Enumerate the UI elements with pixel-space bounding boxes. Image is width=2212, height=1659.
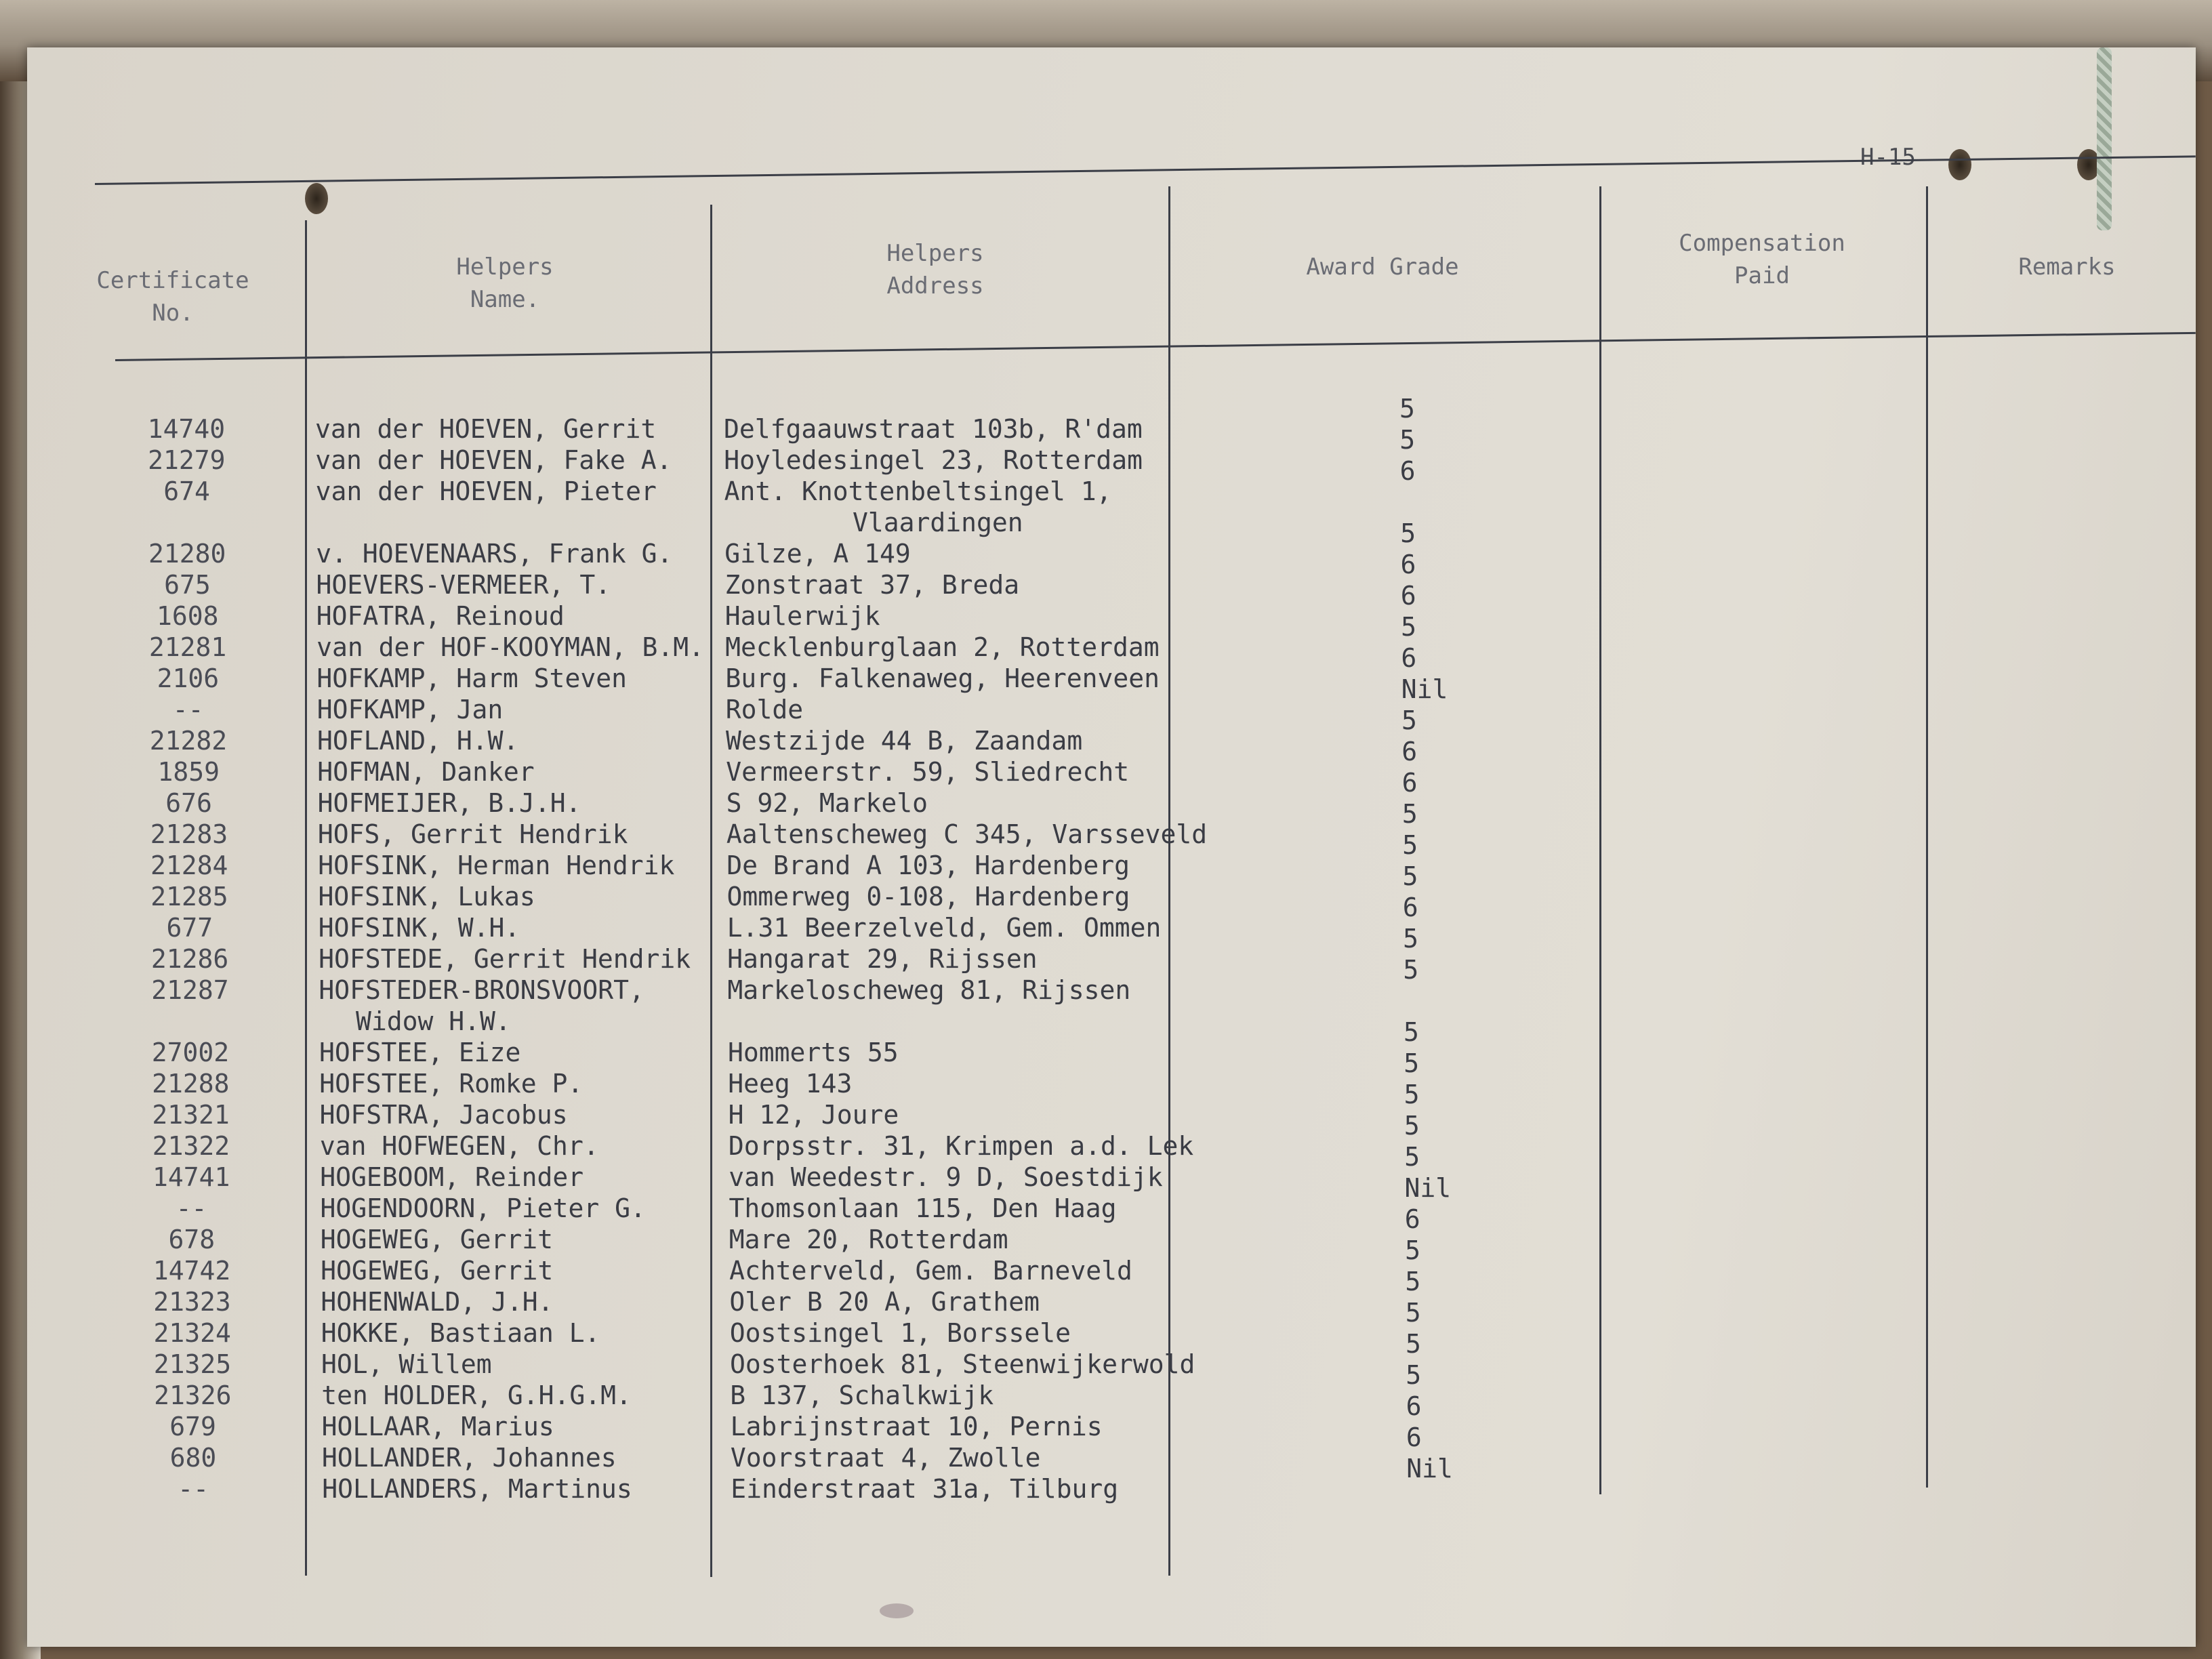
header-address-line2: Address (886, 272, 984, 300)
award-grade: 6 (1406, 1422, 1422, 1452)
certificate-number: 14742 (152, 1256, 231, 1286)
page-reference: H-15 (1860, 144, 1916, 171)
helper-name: HOFLAND, H.W. (317, 726, 519, 756)
certificate-number: 21321 (152, 1100, 230, 1130)
award-grade: 5 (1404, 1142, 1420, 1172)
certificate-number: 14741 (152, 1162, 230, 1192)
helper-address: Vermeerstr. 59, Sliedrecht (726, 757, 1130, 787)
award-grade: 5 (1401, 612, 1416, 642)
helper-name: HOGEWEG, Gerrit (320, 1225, 553, 1254)
certificate-number: 678 (168, 1225, 216, 1254)
helper-address: Markeloscheweg 81, Rijssen (727, 975, 1131, 1005)
header-certificate-line2: No. (152, 300, 194, 327)
award-grade: 5 (1400, 518, 1416, 548)
header-name (325, 251, 684, 316)
helper-name-continued: Widow H.W. (356, 1006, 511, 1036)
award-grade: 6 (1402, 893, 1418, 922)
award-grade: 6 (1401, 768, 1418, 798)
certificate-number: 2106 (157, 663, 220, 693)
header-certificate-line1: Certificate (96, 267, 249, 294)
award-grade: 6 (1404, 1204, 1420, 1234)
certificate-number: 21279 (148, 445, 226, 475)
award-grade: 5 (1399, 425, 1416, 455)
award-grade: 5 (1402, 861, 1418, 891)
certificate-number: 675 (164, 570, 211, 600)
certificate-number: 14740 (147, 414, 226, 444)
header-grade (1186, 251, 1579, 283)
helper-address: L.31 Beerzelveld, Gem. Ommen (726, 913, 1162, 943)
certificate-number: 21288 (152, 1069, 230, 1099)
helper-name: HOGENDOORN, Pieter G. (320, 1193, 646, 1223)
certificate-number: 21283 (150, 819, 228, 849)
award-grade: Nil (1406, 1454, 1453, 1483)
helper-address: van Weedestr. 9 D, Soestdijk (729, 1162, 1163, 1192)
award-grade: 5 (1405, 1267, 1421, 1296)
award-grade: 6 (1400, 550, 1416, 579)
award-grade: Nil (1404, 1173, 1452, 1203)
helper-name: HOFSTEDER-BRONSVOORT, (319, 975, 644, 1005)
certificate-number: 680 (169, 1443, 217, 1473)
helper-address: Aaltenscheweg C 345, Varsseveld (726, 819, 1208, 849)
helper-address: Labrijnstraat 10, Pernis (730, 1412, 1103, 1441)
certificate-number: 21286 (150, 944, 229, 974)
award-grade: 5 (1406, 1360, 1422, 1390)
helper-name: HOFATRA, Reinoud (316, 601, 565, 631)
helper-address: Voorstraat 4, Zwolle (730, 1443, 1041, 1473)
helper-address: Hangarat 29, Rijssen (727, 944, 1038, 974)
certificate-number: 21326 (154, 1380, 232, 1410)
helper-address-continued: Vlaardingen (853, 508, 1023, 537)
header-address-line1: Helpers (886, 240, 984, 267)
certificate-number: -- (172, 695, 204, 724)
certificate-number: 21280 (148, 539, 226, 569)
header-compensation (1606, 227, 1918, 292)
helper-name: van HOFWEGEN, Chr. (319, 1131, 599, 1161)
helper-name: HOFSTRA, Jacobus (319, 1100, 568, 1130)
certificate-number: -- (178, 1474, 209, 1504)
certificate-number: -- (176, 1193, 207, 1223)
helper-name: HOLLANDER, Johannes (321, 1443, 617, 1473)
helper-name: HOFKAMP, Harm Steven (316, 663, 627, 693)
award-grade: 5 (1402, 830, 1418, 860)
award-grade: 5 (1405, 1298, 1421, 1328)
helper-address: Oosterhoek 81, Steenwijkerwold (730, 1349, 1195, 1379)
award-grade: 5 (1404, 1080, 1420, 1109)
certificate-number: 21325 (153, 1349, 232, 1379)
punch-hole (1948, 149, 1971, 180)
ink-smudge (880, 1603, 914, 1618)
header-certificate (95, 264, 251, 329)
award-grade: 5 (1403, 924, 1418, 954)
award-grade: 5 (1406, 1329, 1421, 1359)
certificate-number: 21322 (152, 1131, 230, 1161)
ledger-page (27, 47, 2196, 1647)
helper-address: Zonstraat 37, Breda (724, 570, 1020, 600)
helper-name: HOFSTEDE, Gerrit Hendrik (319, 944, 691, 974)
helper-name: HOFMEIJER, B.J.H. (317, 788, 581, 818)
helper-address: Rolde (725, 695, 804, 724)
punch-hole (305, 183, 328, 214)
helper-name: HOFSINK, Herman Hendrik (318, 851, 675, 880)
certificate-number: 677 (166, 913, 213, 943)
helper-name: HOL, Willem (321, 1349, 492, 1379)
helper-name: ten HOLDER, G.H.G.M. (321, 1380, 632, 1410)
helper-address: S 92, Markelo (726, 788, 928, 818)
certificate-number: 674 (163, 476, 210, 506)
award-grade: 5 (1399, 394, 1415, 424)
certificate-number: 21282 (149, 726, 228, 756)
award-grade: Nil (1401, 674, 1448, 704)
helper-address: Oler B 20 A, Grathem (729, 1287, 1040, 1317)
helper-address: Mare 20, Rotterdam (729, 1225, 1008, 1254)
certificate-number: 21284 (150, 851, 228, 880)
certificate-number: 27002 (151, 1038, 230, 1067)
award-grade: 5 (1405, 1235, 1420, 1265)
binding-string (2097, 47, 2112, 230)
certificate-number: 21323 (153, 1287, 231, 1317)
header-name-line1: Helpers (456, 253, 554, 281)
certificate-number: 679 (169, 1412, 216, 1441)
helper-name: van der HOF-KOOYMAN, B.M. (316, 632, 705, 662)
helper-address: Oostsingel 1, Borssele (729, 1318, 1071, 1348)
helper-address: Einderstraat 31a, Tilburg (731, 1474, 1119, 1504)
helper-address: Achterveld, Gem. Barneveld (729, 1256, 1132, 1286)
helper-address: Hommerts 55 (728, 1038, 899, 1067)
helper-name: HOHENWALD, J.H. (321, 1287, 554, 1317)
helper-name: HOFS, Gerrit Hendrik (317, 819, 628, 849)
award-grade: 5 (1404, 1048, 1420, 1078)
helper-address: Gilze, A 149 (724, 539, 911, 569)
helper-name: HOLLAAR, Marius (321, 1412, 554, 1441)
certificate-number: 676 (165, 788, 212, 818)
certificate-number: 21324 (153, 1318, 231, 1348)
helper-name: HOEVERS-VERMEER, T. (316, 570, 611, 600)
helper-address: Burg. Falkenaweg, Heerenveen (725, 663, 1160, 693)
helper-address: Mecklenburglaan 2, Rotterdam (725, 632, 1160, 662)
certificate-number: 21285 (150, 882, 228, 912)
helper-name: van der HOEVEN, Pieter (315, 476, 657, 506)
helper-address: Delfgaauwstraat 103b, R'dam (724, 414, 1143, 444)
helper-name: HOFSTEE, Eize (319, 1038, 521, 1067)
header-compensation-line1: Compensation (1679, 230, 1845, 257)
award-grade: 5 (1401, 799, 1418, 829)
helper-address: Haulerwijk (724, 601, 880, 631)
helper-address: De Brand A 103, Hardenberg (726, 851, 1130, 880)
helper-address: B 137, Schalkwijk (730, 1380, 994, 1410)
certificate-number: 21281 (148, 632, 227, 662)
certificate-number: 1859 (157, 757, 220, 787)
header-remarks (1938, 251, 2196, 283)
award-grade: 5 (1404, 1111, 1420, 1141)
header-compensation-line2: Paid (1734, 262, 1790, 289)
helper-name: v. HOEVENAARS, Frank G. (316, 539, 673, 569)
helper-name: HOGEWEG, Gerrit (321, 1256, 554, 1286)
helper-name: HOFMAN, Danker (317, 757, 535, 787)
column-divider (305, 220, 307, 1576)
award-grade: 6 (1399, 456, 1416, 486)
helper-name: HOFSINK, Lukas (318, 882, 535, 912)
award-grade: 5 (1401, 705, 1417, 735)
helper-name: HOKKE, Bastiaan L. (321, 1318, 600, 1348)
header-name-line2: Name. (470, 286, 540, 313)
header-bottom-rule (115, 332, 2196, 361)
header-remarks-line1: Remarks (2018, 253, 2116, 281)
helper-name: HOFKAMP, Jan (316, 695, 504, 724)
helper-name: van der HOEVEN, Gerrit (315, 414, 657, 444)
award-grade: 6 (1400, 581, 1416, 611)
helper-name: HOFSTEE, Romke P. (319, 1069, 583, 1099)
helper-address: Ommerweg 0-108, Hardenberg (726, 882, 1130, 912)
award-grade: 6 (1401, 737, 1418, 766)
certificate-number: 21287 (151, 975, 229, 1005)
header-grade-line1: Award Grade (1306, 253, 1459, 281)
header-address (732, 237, 1139, 302)
helper-name: HOFSINK, W.H. (318, 913, 520, 943)
column-divider (710, 205, 712, 1577)
helper-address: Thomsonlaan 115, Den Haag (729, 1193, 1117, 1223)
column-divider (1926, 186, 1928, 1488)
helper-address: Hoyledesingel 23, Rotterdam (724, 445, 1143, 475)
helper-name: HOGEBOOM, Reinder (320, 1162, 584, 1192)
helper-address: Dorpsstr. 31, Krimpen a.d. Lek (728, 1131, 1194, 1161)
column-divider (1599, 186, 1601, 1494)
helper-name: HOLLANDERS, Martinus (322, 1474, 632, 1504)
award-grade: 6 (1401, 643, 1417, 673)
certificate-number: 1608 (157, 601, 219, 631)
award-grade: 5 (1403, 955, 1419, 985)
helper-address: Westzijde 44 B, Zaandam (726, 726, 1083, 756)
helper-address: H 12, Joure (728, 1100, 899, 1130)
award-grade: 5 (1404, 1017, 1419, 1047)
helper-address: Ant. Knottenbeltsingel 1, (724, 476, 1112, 506)
award-grade: 6 (1406, 1391, 1422, 1421)
helper-name: van der HOEVEN, Fake A. (315, 445, 672, 475)
helper-address: Heeg 143 (728, 1069, 853, 1099)
